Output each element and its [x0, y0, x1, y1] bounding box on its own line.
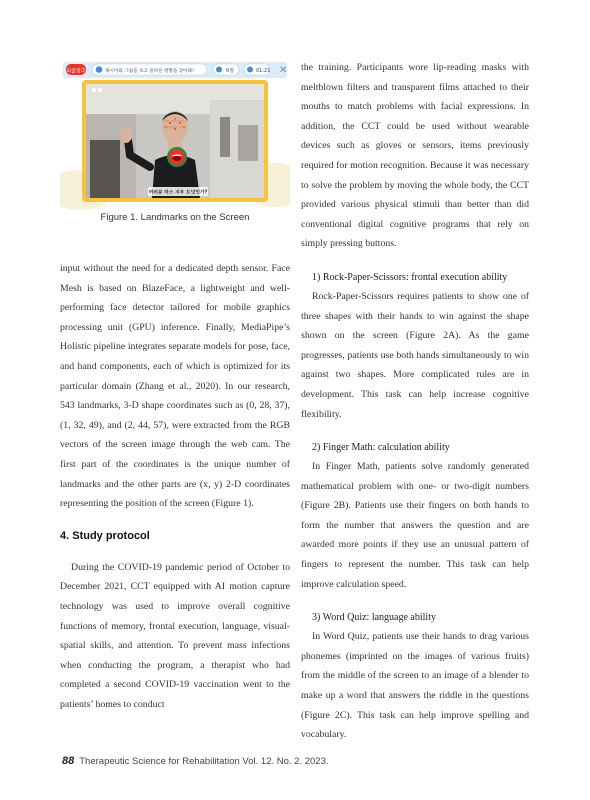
question-text: 여러분 마스 지우 도넛인가? — [148, 190, 208, 196]
right-column — [301, 58, 529, 745]
journal-citation: Therapeutic Science for Rehabilitation Vol. 12. No. 2. 2023. — [79, 756, 329, 767]
figure-1-image — [60, 55, 290, 210]
subheading-word-quiz: 3) Word Quiz: language ability — [312, 612, 436, 624]
page-number: 88 — [62, 755, 75, 767]
right-paragraph-3: In Finger Math, patients solve randomly generated mathematical problem with one- or two-digit numbers (Figure 2B). Patients use their fingers on both hands to form the number that answers the question and are awarded more points if they use an unusual pattern of fingers to represent the number. This task can help improve calculation speed. — [301, 461, 529, 590]
topbar-pill: 퍼즐맞추 — [66, 68, 86, 75]
figure-1 — [60, 55, 290, 210]
topbar-timer: 01:21 — [256, 68, 271, 74]
right-paragraph-2: Rock-Paper-Scissors requires patients to show one of three shapes with their hands to win against the shape shown on the screen (Figure 2A). As the game progresses, patients use both hands simultaneously to win against two shapes. More complicated rules are in development. This task can help increase cognitive flexibility. — [301, 290, 529, 420]
left-column — [60, 259, 290, 714]
topbar-title: 제시어와 그림을 보고 올바른 방향을 찾아봐! — [105, 69, 195, 74]
section-heading: 4. Study protocol — [60, 529, 150, 542]
figure-caption: Figure 1. Landmarks on the Screen — [100, 212, 250, 223]
left-paragraph-1: input without the need for a dedicated depth sensor. Face Mesh is based on BlazeFace, a lightweight and well-performing face detector tailored for mobile graphics processing unit (GPU) inference. Finally, MediaPipe’s Holistic pipeline integrates separate models for pose, face, and hand components, each of which is optimized for its particular domain (Zhang et al., 2020). In our research, 543 landmarks, 3-D shape coordinates such as (0, 28, 37), (1, 32, 49), and (2, 44, 57), were extracted from the RGB vectors of the screen image through the web cam. The first part of the coordinates is the unique number of landmarks and the other parts are (x, y) 2-D coordinates representing the position of the screen (Figure 1). — [60, 263, 290, 510]
page-footer — [62, 755, 329, 767]
subheading-finger-math: 2) Finger Math: calculation ability — [312, 442, 450, 454]
topbar-count: 0점 — [226, 68, 235, 74]
close-icon: ✕ — [279, 65, 288, 76]
right-paragraph-4: In Word Quiz, patients use their hands to drag various phonemes (imprinted on the images of various fruits) from the middle of the screen to an image of a blender to make up a word that answers the riddle in the questions (Figure 2C). This task can help improve spelling and vocabulary. — [301, 631, 529, 741]
left-paragraph-2: During the COVID-19 pandemic period of October to December 2021, CCT equipped with AI motion capture technology was used to improve overall cognitive functions of memory, frontal execution, language, visual-spatial skills, and attention. To prevent mass infections when conducting the program, a therapist who had completed a second COVID-19 vaccination went to the patients’ homes to conduct — [60, 561, 290, 710]
subheading-rock-paper-scissors: 1) Rock-Paper-Scissors: frontal execution ability — [312, 271, 508, 283]
right-paragraph-1: the training. Participants wore lip-reading masks with meltblown filters and transparent films attached to their mouths to match problems with facial expressions. In addition, the CCT could be used without wearable devices such as gloves or sensors, items previously required for motion recognition. Because it was necessary to solve the problem by moving the whole body, the CCT provided various physical stimuli than better than did conventional digital cognitive programs that rely on simply pressing buttons. — [301, 62, 529, 250]
